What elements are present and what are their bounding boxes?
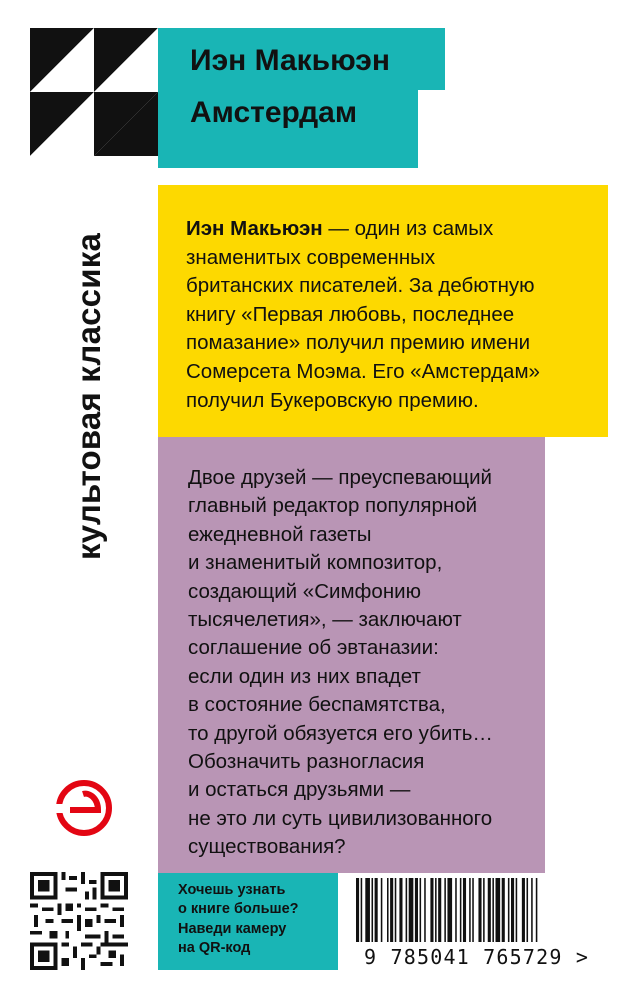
author-bio-line: знаменитых современных <box>186 245 436 269</box>
author-bio-line: британских писателей. За дебютную <box>186 274 535 298</box>
qr-prompt-line: о книге больше? <box>178 901 299 918</box>
author-bio-block <box>158 185 608 437</box>
isbn-number: 9 785041 765729 > <box>364 945 590 969</box>
synopsis-line: не это ли суть цивилизованного <box>188 806 493 830</box>
series-label: культовая классика <box>70 233 107 560</box>
synopsis-line: существования? <box>188 835 346 859</box>
synopsis-line: если один из них впадет <box>188 664 421 688</box>
author-bio-line: получил Букеровскую премию. <box>186 388 479 412</box>
book-title: Амстердам <box>190 96 358 129</box>
synopsis-line: то другой обязуется его убить… <box>188 721 493 745</box>
barcode-icon <box>352 878 614 942</box>
author-bio-text <box>186 215 601 415</box>
synopsis-block <box>158 437 545 873</box>
author-bio-line: помазание» получил премию имени <box>186 331 531 355</box>
qr-prompt-line: на QR-код <box>178 940 251 957</box>
synopsis-line: соглашение об эвтаназии: <box>188 636 439 660</box>
author-bio-line: книгу «Первая любовь, последнее <box>186 302 515 326</box>
synopsis-line: и знаменитый композитор, <box>188 551 443 575</box>
synopsis-line: тысячелетия», — заключают <box>188 608 462 632</box>
author-name: Иэн Макьюэн <box>190 44 390 77</box>
qr-prompt-line: Наведи камеру <box>178 920 287 937</box>
synopsis-line: ежедневной газеты <box>188 522 372 546</box>
author-bio-line: Сомерсета Моэма. Его «Амстердам» <box>186 359 540 383</box>
synopsis-text <box>188 464 538 862</box>
qr-prompt-block <box>158 873 338 970</box>
publisher-logo-icon <box>56 780 112 836</box>
synopsis-line: в состояние беспамятства, <box>188 693 446 717</box>
synopsis-line: создающий «Симфонию <box>188 579 421 603</box>
synopsis-line: главный редактор популярной <box>188 494 478 518</box>
synopsis-line: Двое друзей — преуспевающий <box>188 466 492 489</box>
qr-prompt-line: Хочешь узнать <box>178 882 286 898</box>
qr-prompt-text <box>178 881 338 959</box>
synopsis-line: Обозначить разногласия <box>188 750 425 774</box>
synopsis-line: и остаться друзьями — <box>188 778 411 802</box>
author-bio-bold: Иэн Макьюэн <box>186 217 323 240</box>
author-bio-line: — один из самых <box>322 217 494 240</box>
series-logo-icon <box>30 28 158 156</box>
qr-code-icon <box>30 872 128 970</box>
